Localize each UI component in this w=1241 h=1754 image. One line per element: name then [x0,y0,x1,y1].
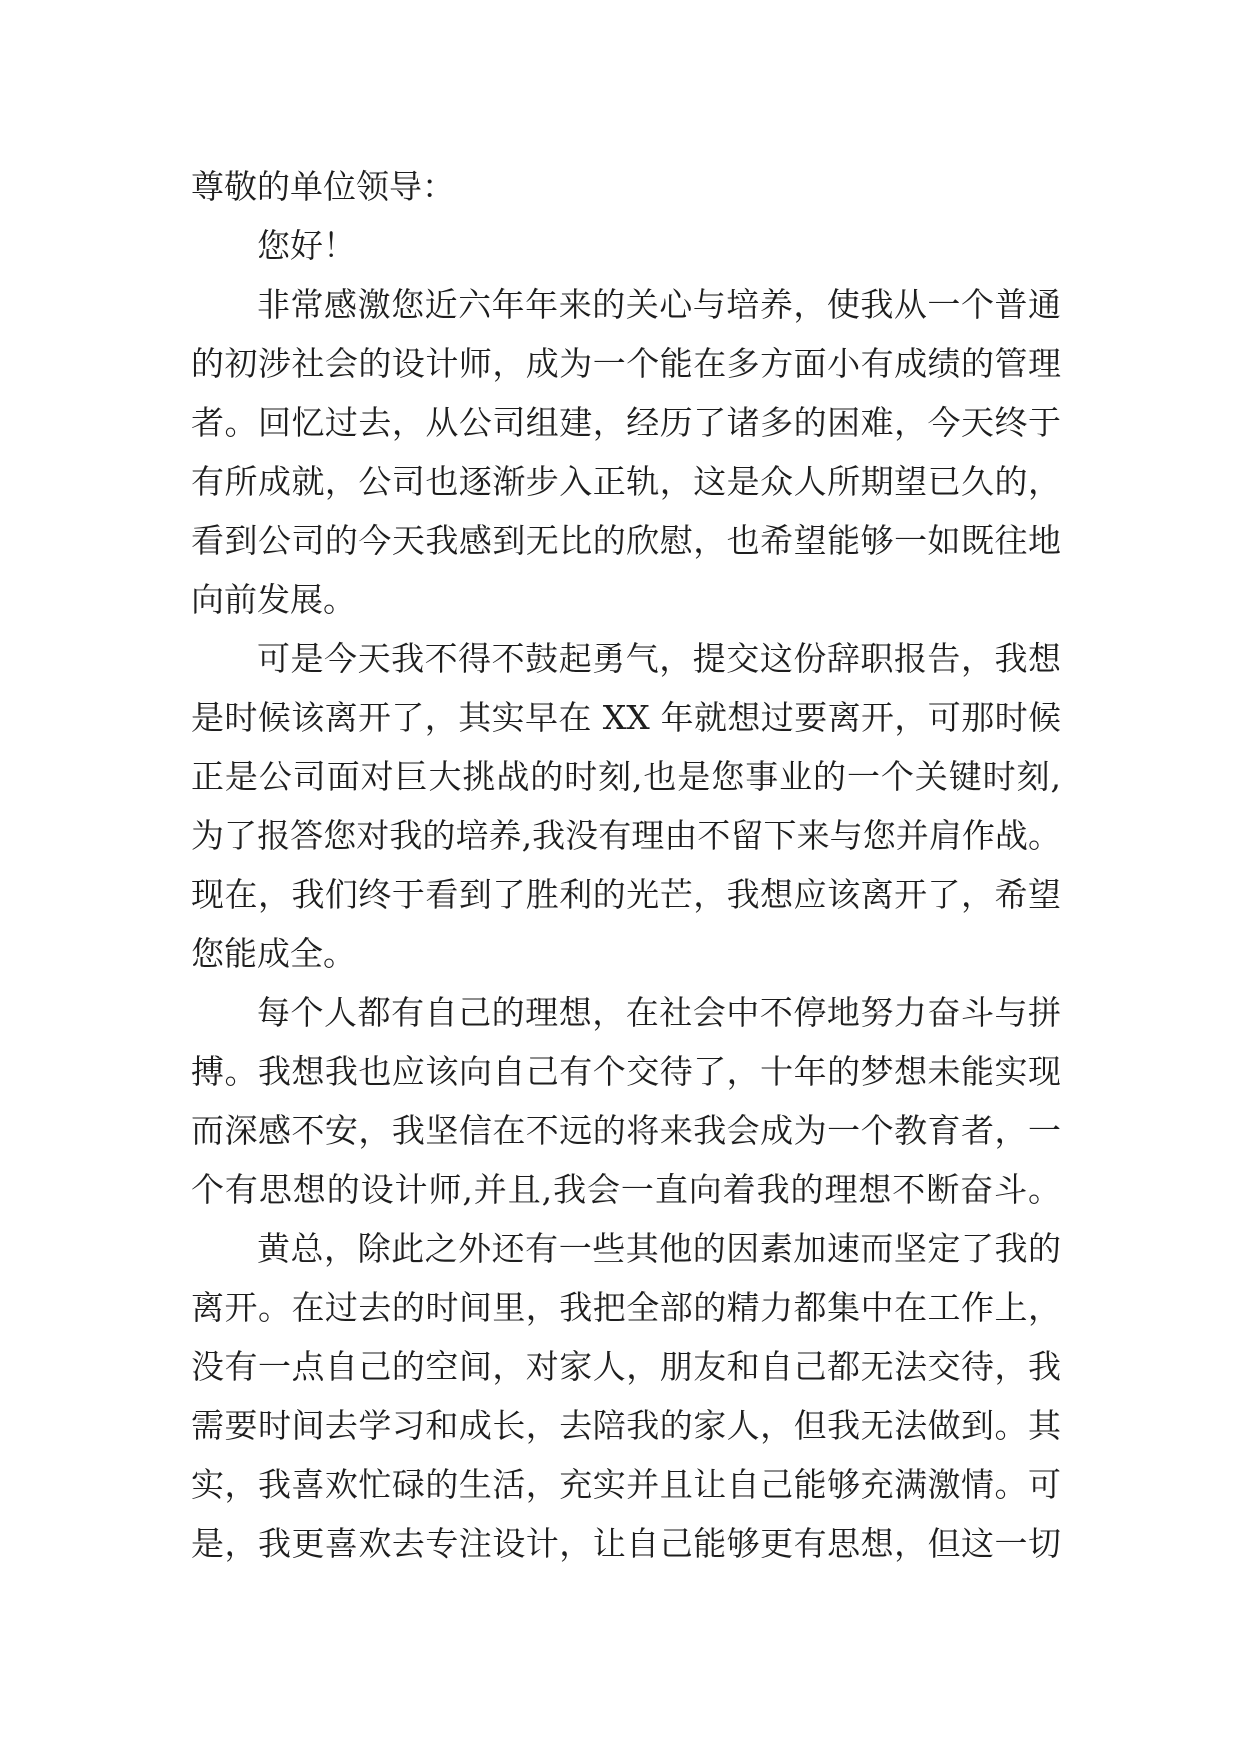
paragraph-line: 每个人都有自己的理想，在社会中不停地努力奋斗与拼 [257,993,1061,1032]
paragraph-line: 可是今天我不得不鼓起勇气，提交这份辞职报告，我想 [257,639,1061,678]
paragraph-line: 者。回忆过去，从公司组建，经历了诸多的困难，今天终于 [191,403,1061,442]
paragraph-line: 正是公司面对巨大挑战的时刻,也是您事业的一个关键时刻, [191,757,1061,796]
paragraph-line: 您能成全。 [191,934,356,973]
paragraph-line: 实，我喜欢忙碌的生活，充实并且让自己能够充满激情。可 [191,1465,1061,1504]
paragraph-line: 是时候该离开了，其实早在 XX 年就想过要离开，可那时候 [191,698,1061,737]
paragraph-line: 是，我更喜欢去专注设计，让自己能够更有思想，但这一切 [191,1524,1061,1563]
paragraph-line: 的初涉社会的设计师，成为一个能在多方面小有成绩的管理 [191,344,1061,383]
paragraph-line: 非常感激您近六年年来的关心与培养，使我从一个普通 [257,285,1061,324]
paragraph-line: 为了报答您对我的培养,我没有理由不留下来与您并肩作战。 [191,816,1061,855]
paragraph-line: 个有思想的设计师,并且,我会一直向着我的理想不断奋斗。 [191,1170,1061,1209]
greeting: 您好！ [257,226,356,265]
paragraph-line: 有所成就，公司也逐渐步入正轨，这是众人所期望已久的， [191,462,1061,501]
letter-body [191,157,1061,1573]
paragraph-line: 搏。我想我也应该向自己有个交待了，十年的梦想未能实现 [191,1052,1061,1091]
paragraph-line: 需要时间去学习和成长，去陪我的家人，但我无法做到。其 [191,1406,1061,1445]
paragraph-line: 而深感不安，我坚信在不远的将来我会成为一个教育者，一 [191,1111,1061,1150]
paragraph-line: 向前发展。 [191,580,356,619]
paragraph-line: 离开。在过去的时间里，我把全部的精力都集中在工作上， [191,1288,1061,1327]
salutation: 尊敬的单位领导： [191,167,455,206]
paragraph-line: 现在，我们终于看到了胜利的光芒，我想应该离开了，希望 [191,875,1061,914]
paragraph-line: 没有一点自己的空间，对家人，朋友和自己都无法交待，我 [191,1347,1061,1386]
paragraph-line: 看到公司的今天我感到无比的欣慰，也希望能够一如既往地 [191,521,1061,560]
paragraph-line: 黄总，除此之外还有一些其他的因素加速而坚定了我的 [257,1229,1061,1268]
